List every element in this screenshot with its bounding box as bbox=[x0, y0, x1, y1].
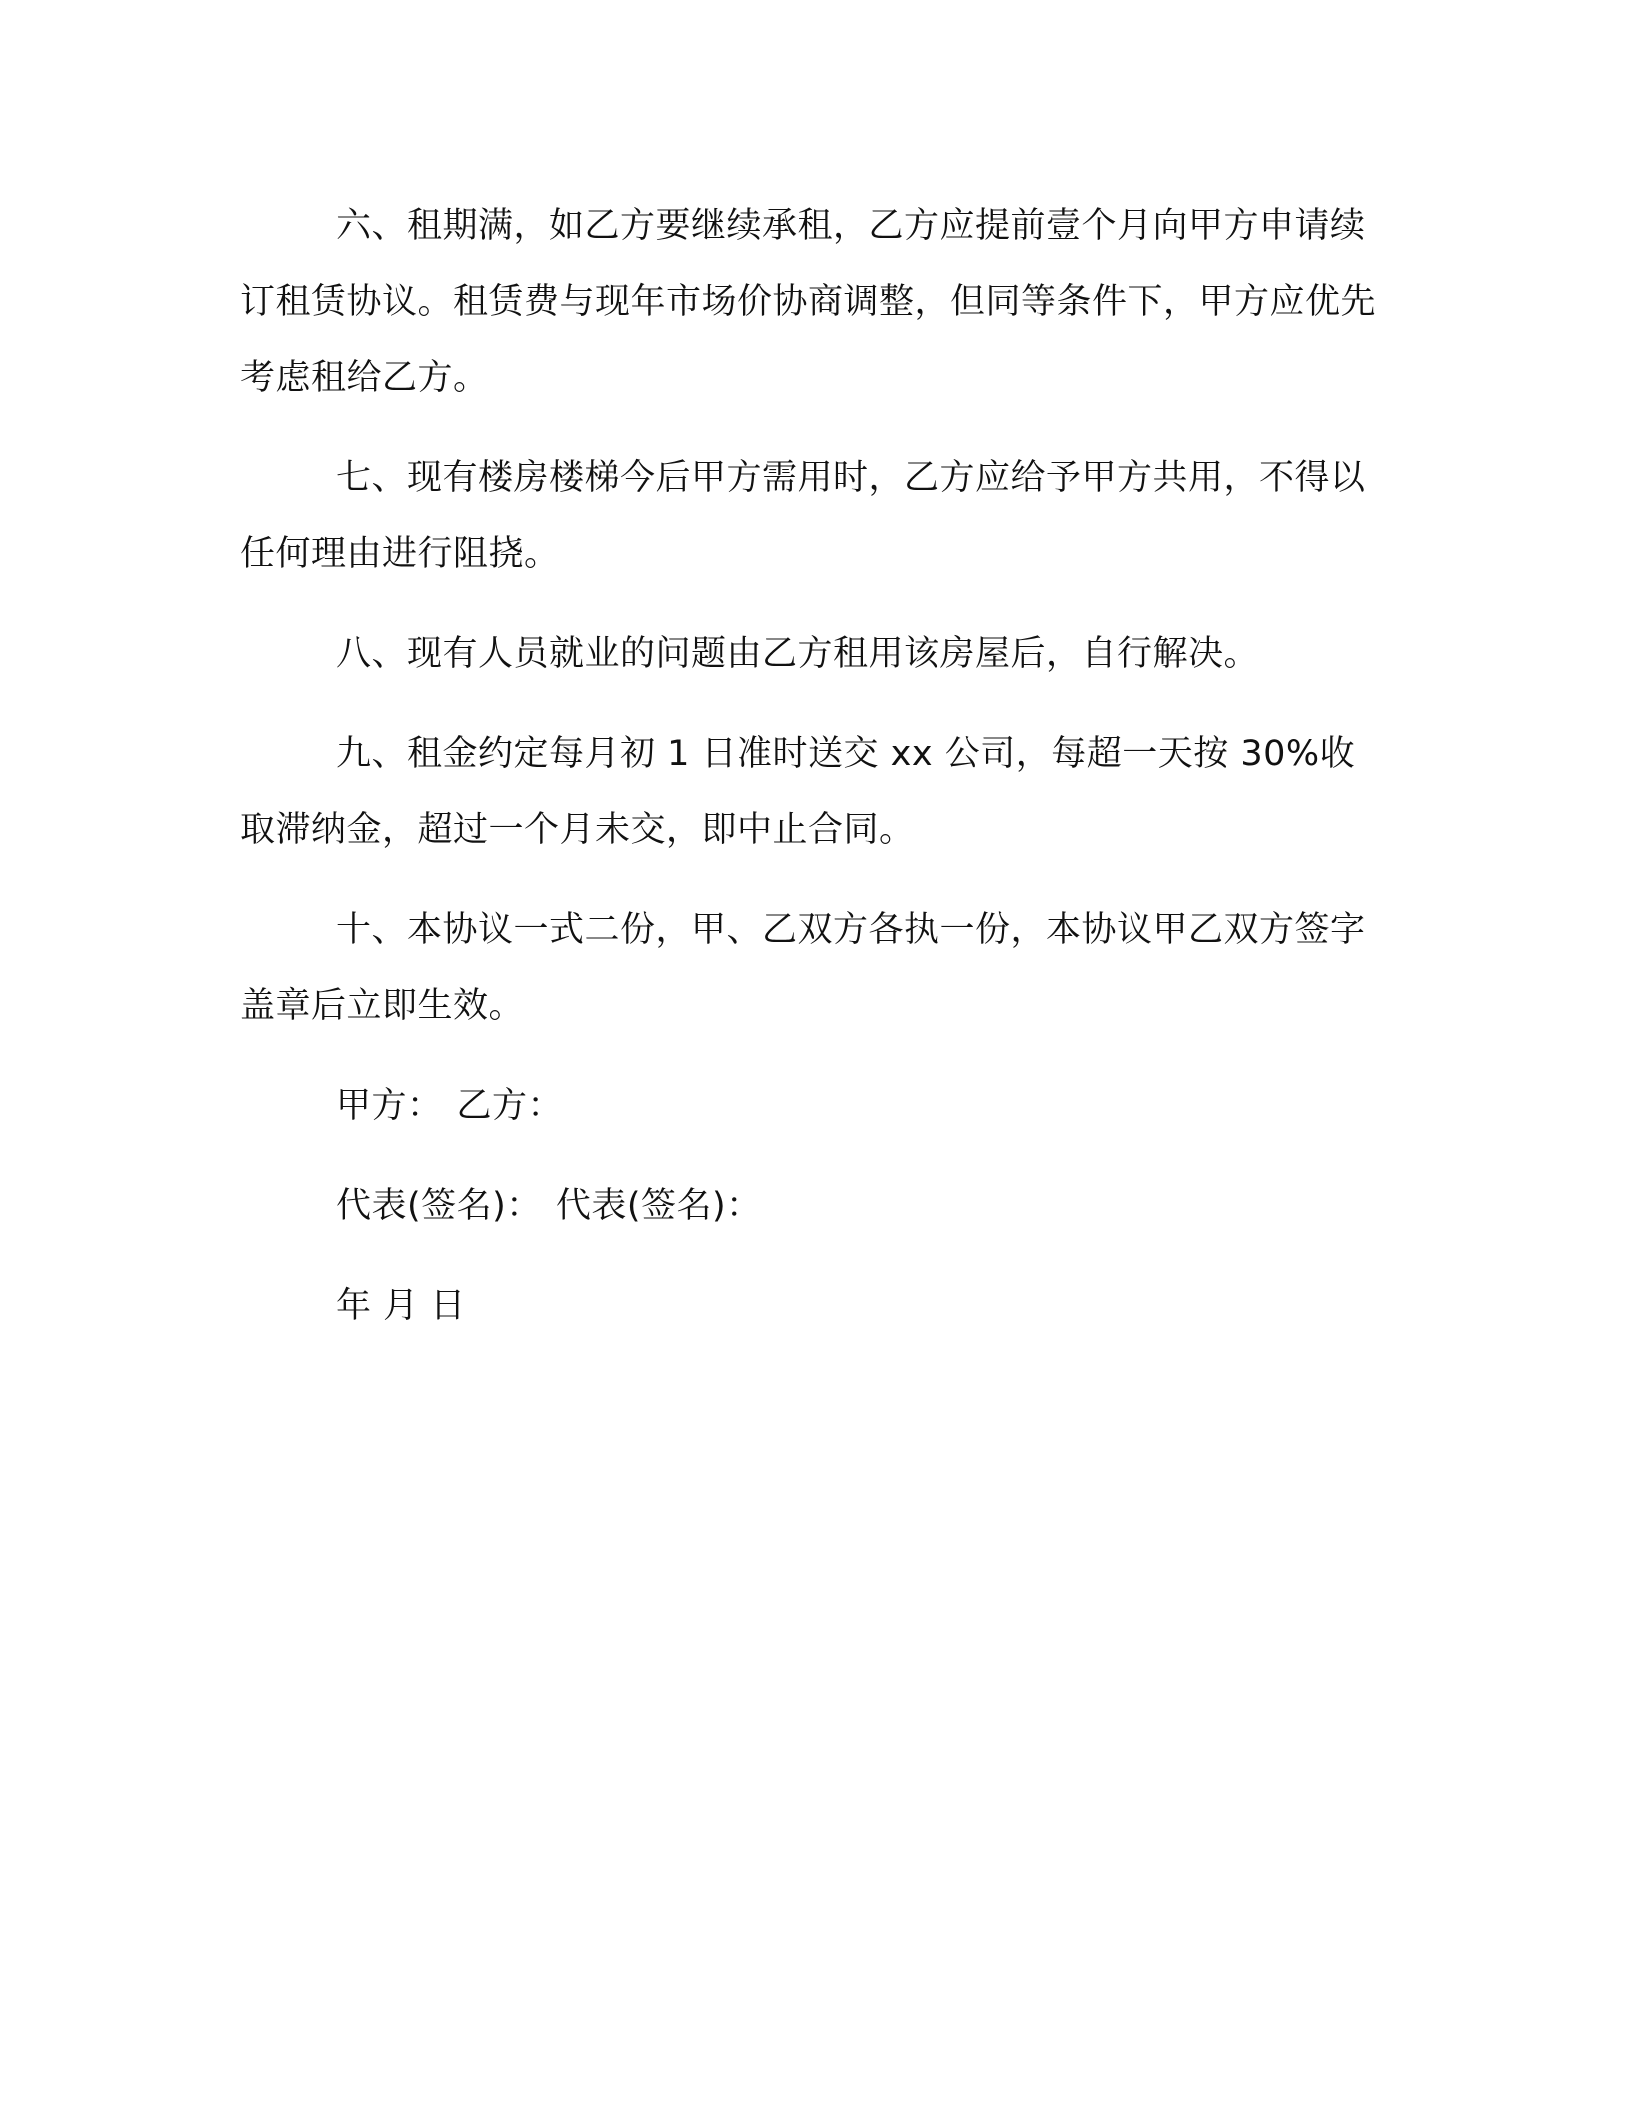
clause-nine: 九、租金约定每月初 1 日准时送交 xx 公司，每超一天按 30%收取滞纳金，超过一个月未交，即中止合同。 bbox=[240, 734, 1356, 850]
clause-eight: 八、现有人员就业的问题由乙方租用该房屋后，自行解决。 bbox=[336, 634, 1260, 674]
rep-a-label: 代表(签名)： bbox=[336, 1186, 542, 1226]
document-body bbox=[240, 188, 1376, 1368]
rep-b-label: 代表(签名)： bbox=[555, 1186, 762, 1226]
clause-six: 六、租期满，如乙方要继续承租，乙方应提前壹个月向甲方申请续订租赁协议。租赁费与现年市场价协商调整，但同等条件下，甲方应优先考虑租给乙方。 bbox=[240, 206, 1377, 398]
party-a-label: 甲方： bbox=[336, 1086, 443, 1126]
date-line: 年 月 日 bbox=[336, 1286, 466, 1326]
representative-line bbox=[240, 1168, 1376, 1244]
party-line bbox=[240, 1068, 1376, 1144]
clause-seven: 七、现有楼房楼梯今后甲方需用时，乙方应给予甲方共用，不得以任何理由进行阻挠。 bbox=[240, 458, 1366, 574]
party-b-label: 乙方： bbox=[456, 1086, 564, 1126]
clause-ten: 十、本协议一式二份，甲、乙双方各执一份，本协议甲乙双方签字盖章后立即生效。 bbox=[240, 910, 1366, 1026]
